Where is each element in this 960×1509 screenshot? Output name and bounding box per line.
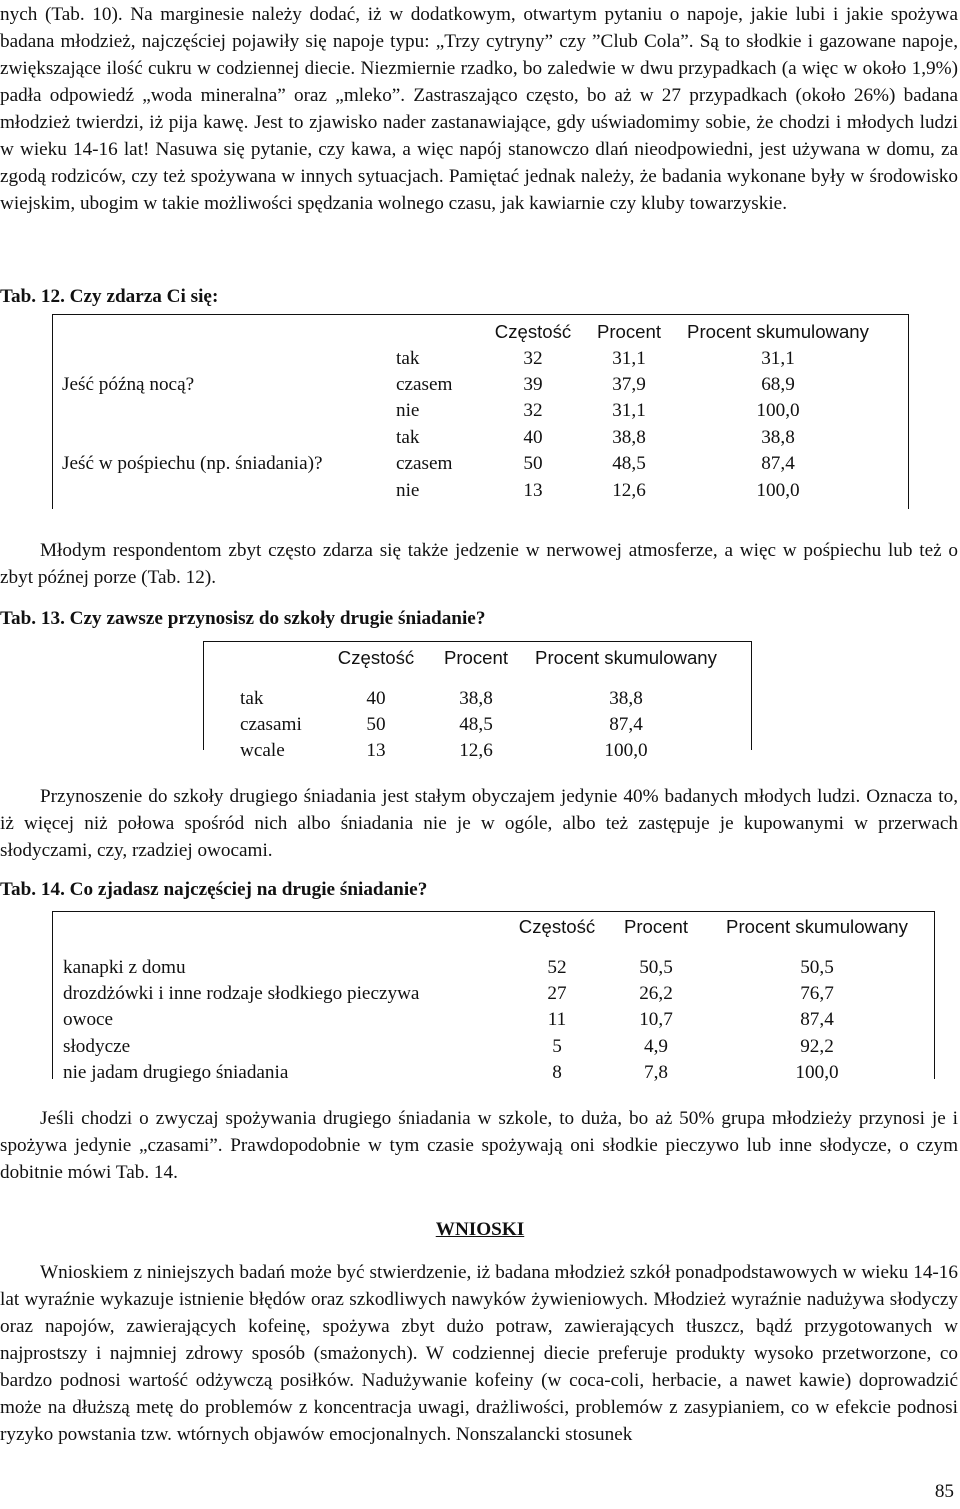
tab14-table: [63, 914, 927, 1086]
row-percent: 12,6: [612, 479, 646, 501]
row-cumulative: 100,0: [795, 1062, 839, 1084]
tab13-top-border: [203, 641, 752, 642]
header-procent-skumulowany: Procent skumulowany: [726, 916, 908, 938]
row-cumulative: 87,4: [800, 1009, 834, 1031]
row-cumulative: 38,8: [609, 687, 643, 709]
row-percent: 38,8: [612, 426, 646, 448]
row-answer: tak: [396, 426, 420, 448]
row-answer: nie: [396, 400, 420, 422]
row-cumulative: 100,0: [756, 400, 800, 422]
table-row: [62, 372, 878, 398]
intro-paragraph: nych (Tab. 10). Na marginesie należy dodać, iż w dodatkowym, otwartym pytaniu o napoje, jakie lubi i jakie spożywa badana młodzież, najczęściej pojawiły się napoje typu: „Trzy cytryny” czy ”Club Cola”. Są to słodkie i gazowane napoje, zwiększające ilość cukru w codziennej diecie. Niezmiernie rzadko, bo zaledwie w dwu przypadkach (a więc w około 1,9%) padła odpowiedź „woda mineralna” oraz „mleko”. Zastraszająco często, bo aż w 27 przypadkach (około 26%) badana młodzież twierdzi, iż pija kawę. Jest to zjawisko nader zastanawiające, gdy uświadomimy sobie, że chodzi i młodych ludzi w wieku 14-16 lat! Nasuwa się pytanie, czy kawa, a więc napój stanowczo dlań nieodpowiedni, jest używana w domu, za zgodą rodziców, czy też spożywana w innych sytuacjach. Pamiętać jednak należy, że badania wykonane były w środowisko wiejskim, ubogim w takie możliwości spędzania wolnego czasu, jak kawiarnie czy kluby towarzyskie.: [0, 4, 958, 214]
row-answer: drozdżówki i inne rodzaje słodkiego pieczywa: [63, 982, 420, 1004]
row-answer: czasem: [396, 373, 453, 395]
row-answer: słodycze: [63, 1035, 131, 1057]
tab14-top-border: [52, 911, 935, 912]
wnioski-paragraph: Wnioskiem z niniejszych badań może być stwierdzenie, iż badana młodzież szkół ponadpodstawowych w wieku 14-16 lat wyraźnie wykazuje istnienie błędów oraz szkodliwych nawyków żywieniowych. Młodzież wyraźnie nadużywa słodyczy oraz napojów, zawierających kofeinę, spożywa zbyt dużo potraw, zawierających tłuszcz, bądź przygotowanych w najprostszy i najmniej zdrowy sposób (smażonych). W codziennej diecie preferuje produkty wysoko przetworzone, co bardzo podnosi wartość odżywczą posiłków. Nadużywanie kofeiny (w coca-coli, herbacie, a nawet kawie) doprowadzić może na dłuższą metę do problemów z koncentracja uwagi, drażliwości, problemów z zasypianiem, co w efekcie podnosi ryzyko powstania tzw. wtórnych objawów emocjonalnych. Nonszalancki stosunek: [0, 1262, 958, 1445]
row-cumulative: 92,2: [800, 1035, 834, 1057]
tab12-top-border: [52, 314, 909, 315]
row-answer: tak: [240, 687, 264, 709]
table-row: [240, 685, 726, 711]
after-tab14-paragraph: Jeśli chodzi o zwyczaj spożywania drugiego śniadania w szkole, to duża, bo aż 50% grupa młodzieży przynosi je i spożywa jedynie „czasami”. Prawdopodobnie w tym czasie spożywają oni słodkie pieczywo lub inne słodycze, o czym dobitnie mówi Tab. 14.: [0, 1108, 958, 1183]
row-percent: 10,7: [639, 1009, 673, 1031]
header-czestosc: Częstość: [494, 321, 572, 343]
group-label: Jeść późną nocą?: [62, 373, 195, 395]
row-percent: 37,9: [612, 373, 646, 395]
table-row: [62, 398, 878, 424]
page-number: 85: [934, 1481, 954, 1502]
row-count: 27: [547, 982, 567, 1004]
row-cumulative: 50,5: [800, 956, 834, 978]
header-procent-skumulowany: Procent skumulowany: [687, 321, 869, 343]
header-czestosc: Częstość: [337, 647, 415, 669]
table-row: [63, 1007, 927, 1033]
table-row: [62, 477, 878, 503]
row-count: 40: [523, 426, 543, 448]
row-cumulative: 87,4: [761, 453, 795, 475]
row-count: 32: [523, 400, 543, 422]
row-answer: owoce: [63, 1009, 114, 1031]
tab12-right-border: [908, 314, 909, 509]
row-percent: 31,1: [612, 400, 646, 422]
row-cumulative: 31,1: [761, 347, 795, 369]
row-answer: tak: [396, 347, 420, 369]
table-row: [62, 345, 878, 371]
tab12-header-row: [62, 319, 878, 345]
row-count: 8: [552, 1062, 562, 1084]
header-procent-skumulowany: Procent skumulowany: [535, 647, 717, 669]
row-cumulative: 100,0: [756, 479, 800, 501]
row-percent: 7,8: [644, 1062, 668, 1084]
header-procent: Procent: [443, 647, 509, 669]
tab13-right-border: [751, 641, 752, 750]
row-percent: 12,6: [459, 740, 493, 762]
table-row: [63, 981, 927, 1007]
table-row: [63, 954, 927, 980]
wnioski-heading: WNIOSKI: [435, 1219, 525, 1240]
row-answer: nie: [396, 479, 420, 501]
table-row: [63, 1034, 927, 1060]
row-percent: 48,5: [612, 453, 646, 475]
header-procent: Procent: [596, 321, 662, 343]
row-percent: 48,5: [459, 713, 493, 735]
row-answer: czasem: [396, 453, 453, 475]
header-czestosc: Częstość: [518, 916, 596, 938]
row-cumulative: 38,8: [761, 426, 795, 448]
row-count: 11: [547, 1009, 567, 1031]
tab12-table: [62, 319, 878, 504]
tab14-caption: Tab. 14. Co zjadasz najczęściej na drugie śniadanie?: [0, 879, 428, 900]
table-row: [240, 738, 726, 764]
tab14-right-border: [934, 911, 935, 1079]
header-procent: Procent: [623, 916, 689, 938]
tab14-header-row: [63, 914, 927, 940]
row-count: 32: [523, 347, 543, 369]
row-answer: kanapki z domu: [63, 956, 186, 978]
tab13-left-border: [203, 641, 204, 750]
row-percent: 38,8: [459, 687, 493, 709]
row-answer: nie jadam drugiego śniadania: [63, 1062, 289, 1084]
row-count: 40: [366, 687, 386, 709]
row-percent: 50,5: [639, 956, 673, 978]
table-row: [63, 1060, 927, 1086]
row-count: 39: [523, 373, 543, 395]
row-answer: wcale: [240, 740, 285, 762]
row-percent: 31,1: [612, 347, 646, 369]
row-answer: czasami: [240, 713, 302, 735]
row-percent: 4,9: [644, 1035, 668, 1057]
row-cumulative: 68,9: [761, 373, 795, 395]
table-row: [240, 712, 726, 738]
after-tab12-paragraph: Młodym respondentom zbyt często zdarza się także jedzenie w nerwowej atmosferze, a więc w pośpiechu lub też o zbyt późnej porze (Tab. 12).: [0, 540, 958, 588]
tab13-header-row: [240, 645, 726, 671]
row-count: 13: [523, 479, 543, 501]
row-count: 50: [523, 453, 543, 475]
row-cumulative: 76,7: [800, 982, 834, 1004]
row-count: 5: [552, 1035, 562, 1057]
row-percent: 26,2: [639, 982, 673, 1004]
row-cumulative: 100,0: [604, 740, 648, 762]
tab14-left-border: [52, 911, 53, 1079]
tab13-table: [240, 645, 726, 765]
table-row: [62, 425, 878, 451]
group-label: Jeść w pośpiechu (np. śniadania)?: [62, 453, 323, 475]
table-row: [62, 451, 878, 477]
tab12-caption: Tab. 12. Czy zdarza Ci się:: [0, 286, 219, 307]
row-cumulative: 87,4: [609, 713, 643, 735]
after-tab13-paragraph: Przynoszenie do szkoły drugiego śniadania jest stałym obyczajem jedynie 40% badanych młodych ludzi. Oznacza to, iż więcej niż połowa spośród nich albo śniadania nie je w ogóle, albo też zastępuje je kupowanymi w przerwach słodyczami, czy, rzadziej owocami.: [0, 786, 958, 861]
row-count: 50: [366, 713, 386, 735]
tab12-left-border: [52, 314, 53, 509]
row-count: 52: [547, 956, 567, 978]
tab13-caption: Tab. 13. Czy zawsze przynosisz do szkoły drugie śniadanie?: [0, 608, 486, 629]
row-count: 13: [366, 740, 386, 762]
